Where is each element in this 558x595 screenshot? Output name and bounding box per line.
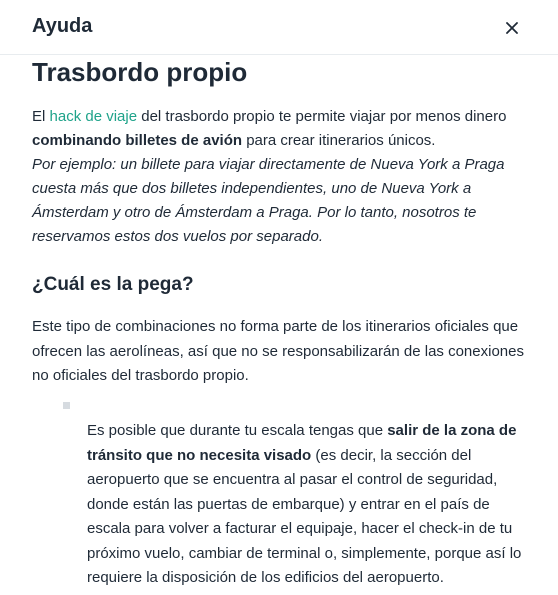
intro-suffix: para crear itinerarios únicos. bbox=[242, 132, 436, 149]
article-title: Trasbordo propio bbox=[32, 57, 248, 87]
intro-prefix: El bbox=[32, 108, 50, 125]
intro-middle: del trasbordo propio te permite viajar por menos dinero bbox=[137, 108, 507, 125]
note-bold: salir de la zona de tránsito que no necesita visado bbox=[87, 422, 517, 464]
intro-bold: combinando billetes de avión bbox=[32, 132, 243, 149]
help-header bbox=[0, 0, 558, 55]
travel-hack-link[interactable]: hack de viaje bbox=[49, 108, 138, 125]
note-prefix: Es posible que durante tu escala tengas que bbox=[87, 422, 388, 439]
section-paragraph: Este tipo de combinaciones no forma parte de los itinerarios oficiales que ofrecen las aerolíneas, así que no se responsabilizarán de las conexiones no oficiales del trasbordo propio. bbox=[32, 318, 524, 384]
close-button[interactable] bbox=[500, 16, 524, 40]
header-title: Ayuda bbox=[32, 15, 93, 37]
note-bullet bbox=[63, 402, 70, 409]
intro-paragraph bbox=[32, 105, 532, 249]
note-paragraph bbox=[87, 419, 527, 591]
note-suffix: (es decir, la sección del aeropuerto que se encuentra al pasar el control de seguridad, donde están las puertas de embarque) y entrar en el país de escala para volver a facturar el equipaje, hacer el check-in de tu próximo vuelo, cambiar de terminal o, simplemente, porque así lo requiere la disposición de los edificios del aeropuerto. bbox=[87, 446, 522, 586]
intro-example: Por ejemplo: un billete para viajar directamente de Nueva York a Praga cuesta más que dos billetes independientes, uno de Nueva York a Ámsterdam y otro de Ámsterdam a Praga. Por lo tanto, nosotros te reservamos estos dos vuelos por separado. bbox=[32, 156, 505, 245]
close-icon bbox=[506, 22, 518, 34]
section-title: ¿Cuál es la pega? bbox=[32, 274, 194, 295]
